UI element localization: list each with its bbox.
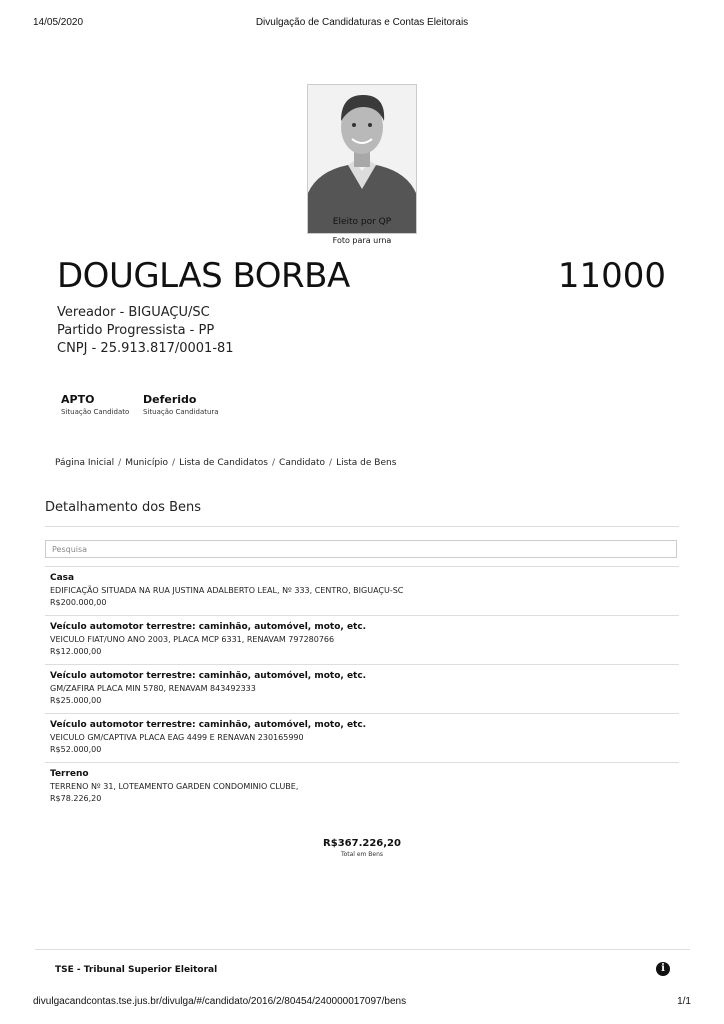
asset-type: Veículo automotor terrestre: caminhão, automóvel, moto, etc. <box>50 720 367 730</box>
list-item <box>45 615 679 664</box>
asset-value: R$78.226,20 <box>50 794 102 803</box>
print-url: divulgacandcontas.tse.jus.br/divulga/#/candidato/2016/2/80454/240000017097/bens <box>33 996 407 1007</box>
print-page-number: 1/1 <box>677 996 691 1007</box>
footer-org: TSE - Tribunal Superior Eleitoral <box>55 965 218 975</box>
asset-type: Veículo automotor terrestre: caminhão, automóvel, moto, etc. <box>50 671 367 681</box>
asset-value: R$12.000,00 <box>50 647 102 656</box>
breadcrumb-home[interactable]: Página Inicial <box>55 458 115 468</box>
breadcrumb-separator: / <box>271 458 276 468</box>
list-item <box>45 713 679 762</box>
breadcrumb-candidate[interactable]: Candidato <box>279 458 326 468</box>
list-item <box>45 664 679 713</box>
status-candidate-label: Situação Candidato <box>61 408 130 416</box>
asset-list <box>45 566 679 811</box>
divider <box>45 526 679 527</box>
asset-value: R$200.000,00 <box>50 598 107 607</box>
asset-type: Casa <box>50 573 75 583</box>
status-candidacy-value: Deferido <box>143 393 197 406</box>
breadcrumb-asset-list: Lista de Bens <box>336 458 397 468</box>
asset-value: R$25.000,00 <box>50 696 102 705</box>
print-title: Divulgação de Candidaturas e Contas Eleitorais <box>255 17 469 28</box>
search-input[interactable] <box>45 540 677 558</box>
total-assets <box>0 838 724 858</box>
breadcrumb-candidate-list[interactable]: Lista de Candidatos <box>179 458 268 468</box>
section-title: Detalhamento dos Bens <box>45 500 202 515</box>
breadcrumb-municipality[interactable]: Município <box>125 458 169 468</box>
asset-description: TERRENO Nº 31, LOTEAMENTO GARDEN CONDOMINIO CLUBE, <box>50 782 299 791</box>
candidate-portrait <box>308 85 416 233</box>
info-icon[interactable]: i <box>656 962 670 976</box>
candidate-number: 11000 <box>557 256 666 296</box>
breadcrumb <box>55 458 396 468</box>
asset-value: R$52.000,00 <box>50 745 102 754</box>
breadcrumb-separator: / <box>118 458 122 468</box>
candidate-name: DOUGLAS BORBA <box>57 256 350 296</box>
candidate-photo <box>307 84 417 234</box>
asset-type: Veículo automotor terrestre: caminhão, automóvel, moto, etc. <box>50 622 367 632</box>
total-amount: R$367.226,20 <box>323 838 401 849</box>
status-candidate-value: APTO <box>61 393 95 406</box>
asset-type: Terreno <box>50 769 89 779</box>
photo-caption: Foto para urna <box>332 236 392 245</box>
list-item <box>45 566 679 615</box>
status-candidacy <box>143 393 219 416</box>
asset-description: EDIFICAÇÃO SITUADA NA RUA JUSTINA ADALBERTO LEAL, Nº 333, CENTRO, BIGUAÇU-SC <box>50 586 404 595</box>
print-date: 14/05/2020 <box>33 17 84 28</box>
list-item <box>45 762 679 811</box>
breadcrumb-separator: / <box>329 458 333 468</box>
footer-divider <box>35 949 690 950</box>
candidate-office: Vereador - BIGUAÇU/SC <box>57 305 210 320</box>
candidate-cnpj: CNPJ - 25.913.817/0001-81 <box>57 341 234 356</box>
total-label: Total em Bens <box>340 851 384 858</box>
photo-overlay-label: Eleito por QP <box>332 217 392 227</box>
status-candidate <box>61 393 129 416</box>
candidate-party: Partido Progressista - PP <box>57 323 215 338</box>
asset-description: GM/ZAFIRA PLACA MIN 5780, RENAVAM 843492333 <box>50 684 256 693</box>
asset-description: VEICULO GM/CAPTIVA PLACA EAG 4499 E RENAVAN 230165990 <box>50 733 304 742</box>
status-candidacy-label: Situação Candidatura <box>143 408 219 416</box>
breadcrumb-separator: / <box>172 458 176 468</box>
asset-description: VEICULO FIAT/UNO ANO 2003, PLACA MCP 6331, RENAVAM 797280766 <box>50 635 335 644</box>
